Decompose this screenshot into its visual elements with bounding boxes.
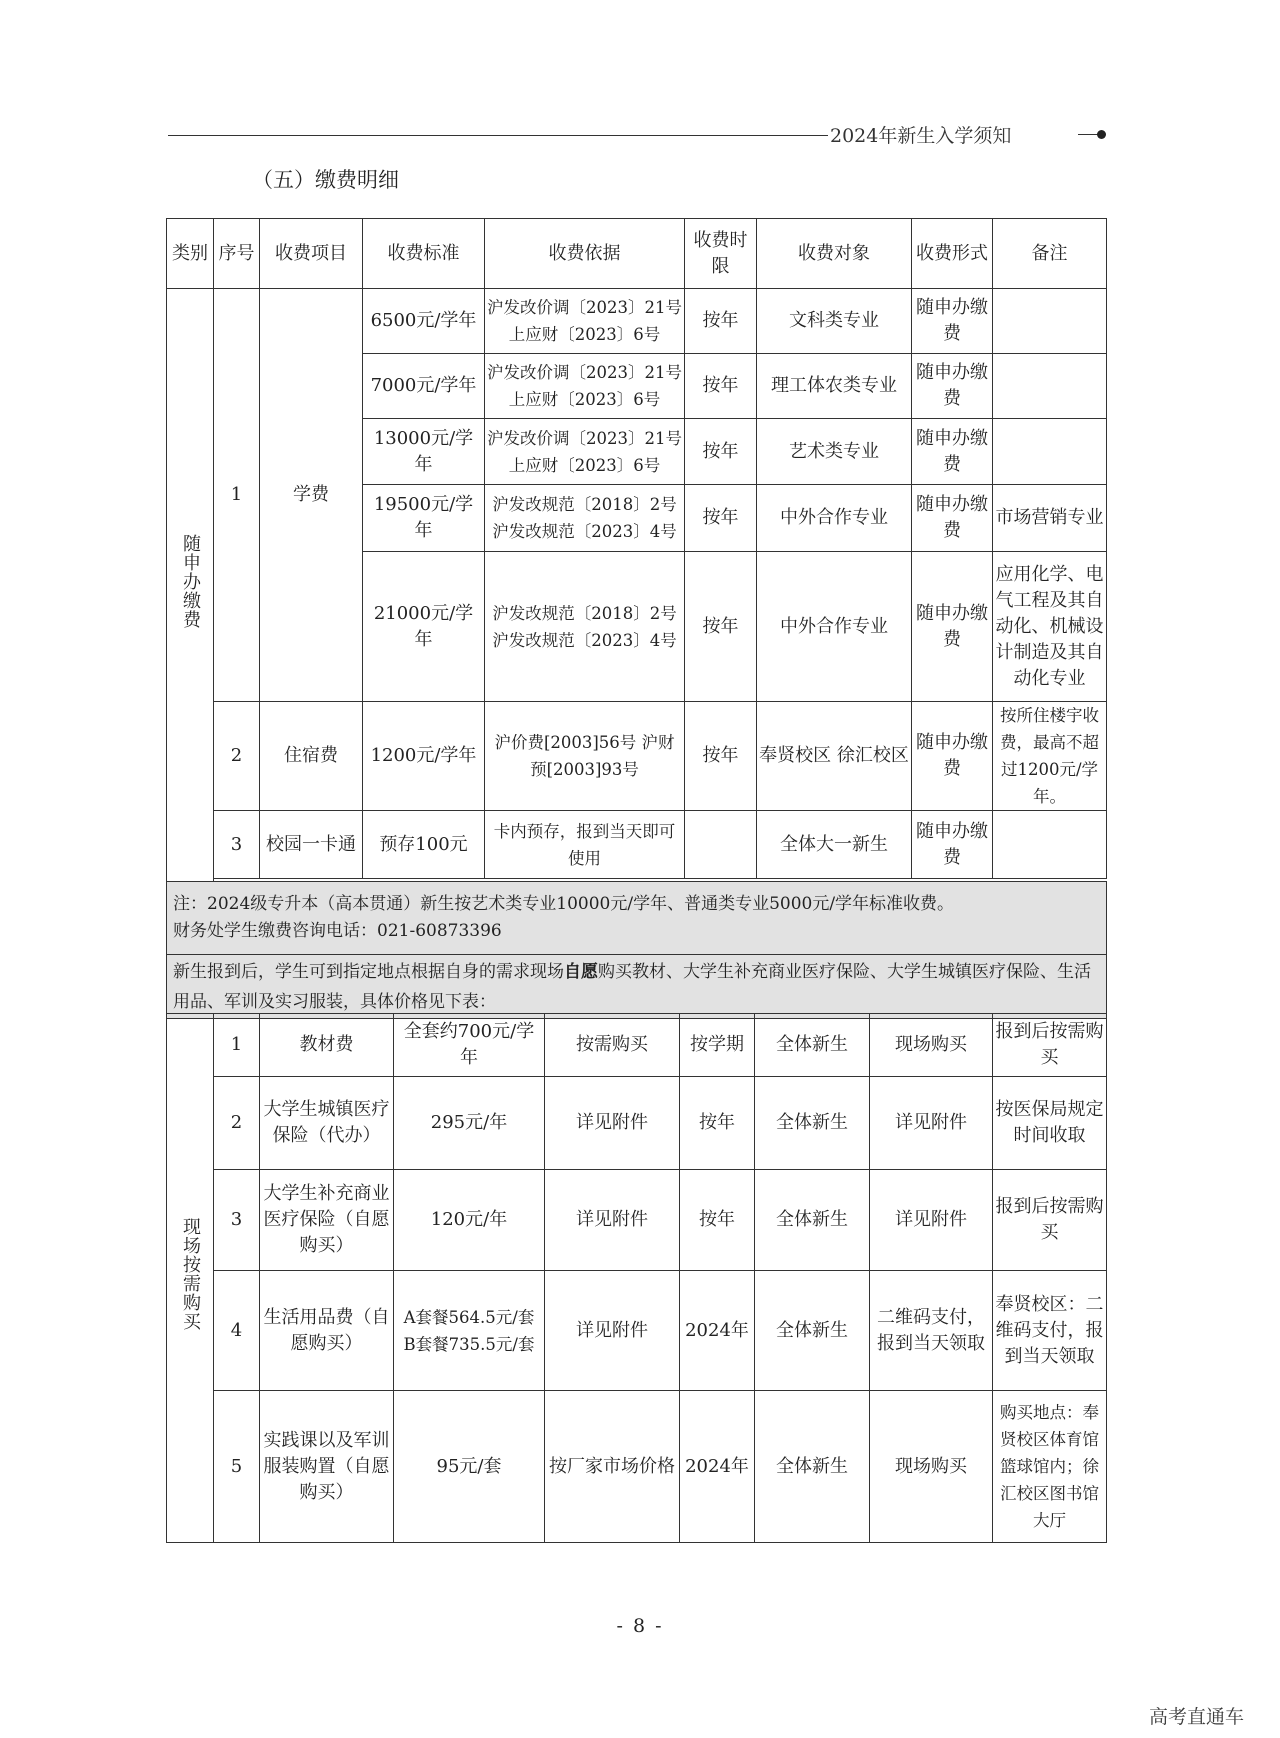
period-cell: 按学期	[680, 1014, 755, 1077]
item-cell: 生活用品费（自愿购买）	[260, 1271, 394, 1391]
seq-cell: 2	[214, 1077, 260, 1170]
standard-cell: 1200元/学年	[363, 702, 485, 811]
note-line-2: 财务处学生缴费咨询电话：021-60873396	[173, 921, 502, 941]
category-label: 随申办缴费	[180, 533, 201, 629]
seq-cell: 5	[214, 1391, 260, 1543]
period-cell	[685, 811, 757, 879]
form-cell: 随申办缴费	[912, 552, 993, 702]
notes-cell	[167, 882, 1107, 955]
col-remark: 备注	[993, 219, 1107, 289]
form-cell: 随申办缴费	[912, 702, 993, 811]
col-item: 收费项目	[260, 219, 363, 289]
item-cell: 教材费	[260, 1014, 394, 1077]
table-row	[167, 702, 1107, 811]
item-cell: 实践课以及军训服装购置（自愿购买）	[260, 1391, 394, 1543]
basis-cell: 沪发改价调〔2023〕21号 上应财〔2023〕6号	[485, 354, 685, 419]
target-cell: 全体新生	[755, 1271, 870, 1391]
page-number: - 8 -	[616, 1615, 664, 1637]
remark-cell: 按医保局规定时间收取	[993, 1077, 1107, 1170]
note-line-3-rest: 购买教材、大学生补充商业医疗保险、大学生城镇医疗保险、生活用品、军训及实习服装，具体价格见下表：	[173, 961, 1091, 1012]
section-title: （五）缴费明细	[252, 168, 399, 192]
standard-cell: 预存100元	[363, 811, 485, 879]
target-cell: 理工体农类专业	[757, 354, 912, 419]
table-header-row	[167, 219, 1107, 289]
table-row	[167, 1170, 1107, 1271]
watermark: 高考直通车	[1148, 1706, 1244, 1728]
seq-cell: 2	[214, 702, 260, 811]
basis-cell: 详见附件	[545, 1271, 680, 1391]
note-line-1: 注：2024级专升本（高本贯通）新生按艺术类专业10000元/学年、普通类专业5000元/学年标准收费。	[173, 894, 955, 914]
form-cell: 现场购买	[870, 1014, 993, 1077]
table-row	[167, 811, 1107, 879]
period-cell: 按年	[680, 1077, 755, 1170]
basis-cell: 沪发改规范〔2018〕2号 沪发改规范〔2023〕4号	[485, 552, 685, 702]
remark-cell	[993, 289, 1107, 354]
remark-cell: 市场营销专业	[993, 485, 1107, 552]
target-cell: 全体大一新生	[757, 811, 912, 879]
category-cell	[167, 289, 214, 882]
form-cell: 现场购买	[870, 1391, 993, 1543]
header-rule	[168, 135, 828, 136]
form-cell: 二维码支付，报到当天领取	[870, 1271, 993, 1391]
col-period: 收费时限	[685, 219, 757, 289]
period-cell: 2024年	[680, 1271, 755, 1391]
target-cell: 奉贤校区 徐汇校区	[757, 702, 912, 811]
col-basis: 收费依据	[485, 219, 685, 289]
remark-cell: 应用化学、电气工程及其自动化、机械设计制造及其自动化专业	[993, 552, 1107, 702]
table-row	[167, 1271, 1107, 1391]
item-cell: 学费	[260, 289, 363, 702]
remark-cell: 报到后按需购买	[993, 1014, 1107, 1077]
form-cell: 随申办缴费	[912, 354, 993, 419]
note-line-3-emphasis: 自愿	[564, 961, 598, 982]
standard-cell: 95元/套	[394, 1391, 545, 1543]
form-cell: 随申办缴费	[912, 419, 993, 485]
standard-cell	[394, 1271, 545, 1391]
target-cell: 艺术类专业	[757, 419, 912, 485]
category-cell	[167, 1014, 214, 1543]
note-row	[167, 882, 1107, 955]
basis-cell: 详见附件	[545, 1170, 680, 1271]
target-cell: 中外合作专业	[757, 485, 912, 552]
table-row	[167, 1077, 1107, 1170]
header-dot	[1097, 130, 1106, 139]
remark-cell: 报到后按需购买	[993, 1170, 1107, 1271]
seq-cell: 1	[214, 1014, 260, 1077]
basis-cell: 按需购买	[545, 1014, 680, 1077]
item-cell: 校园一卡通	[260, 811, 363, 879]
standard-cell: 7000元/学年	[363, 354, 485, 419]
notes-purchase-cell	[167, 955, 1107, 1019]
form-cell: 详见附件	[870, 1077, 993, 1170]
target-cell: 文科类专业	[757, 289, 912, 354]
basis-cell: 沪发改价调〔2023〕21号 上应财〔2023〕6号	[485, 289, 685, 354]
target-cell: 全体新生	[755, 1391, 870, 1543]
seq-cell: 4	[214, 1271, 260, 1391]
basis-cell: 详见附件	[545, 1077, 680, 1170]
table-row	[167, 289, 1107, 354]
seq-cell: 3	[214, 1170, 260, 1271]
purchase-table	[166, 1013, 1107, 1543]
basis-cell: 按厂家市场价格	[545, 1391, 680, 1543]
standard-cell: 13000元/学年	[363, 419, 485, 485]
standard-cell: 120元/年	[394, 1170, 545, 1271]
category-label: 现场按需购买	[180, 1217, 201, 1331]
standard-cell: 全套约700元/学年	[394, 1014, 545, 1077]
col-form: 收费形式	[912, 219, 993, 289]
period-cell: 按年	[685, 419, 757, 485]
table-row	[167, 1391, 1107, 1543]
form-cell: 随申办缴费	[912, 289, 993, 354]
target-cell: 中外合作专业	[757, 552, 912, 702]
remark-cell	[993, 419, 1107, 485]
header-title: 2024年新生入学须知	[830, 125, 1012, 147]
item-cell: 住宿费	[260, 702, 363, 811]
note-line-3: 新生报到后，学生可到指定地点根据自身的需求现场	[173, 961, 564, 982]
table-row	[167, 1014, 1107, 1077]
remark-cell	[993, 354, 1107, 419]
fee-table	[166, 218, 1107, 1019]
standard-cell: 295元/年	[394, 1077, 545, 1170]
form-cell: 随申办缴费	[912, 485, 993, 552]
seq-cell: 1	[214, 289, 260, 702]
period-cell: 按年	[685, 354, 757, 419]
period-cell: 按年	[685, 552, 757, 702]
seq-cell: 3	[214, 811, 260, 879]
form-cell: 随申办缴费	[912, 811, 993, 879]
target-cell: 全体新生	[755, 1170, 870, 1271]
basis-cell: 沪发改规范〔2018〕2号 沪发改规范〔2023〕4号	[485, 485, 685, 552]
remark-cell: 按所住楼宇收费，最高不超过1200元/学年。	[993, 702, 1107, 811]
col-seq: 序号	[214, 219, 260, 289]
period-cell: 按年	[685, 289, 757, 354]
note-row	[167, 955, 1107, 1019]
col-target: 收费对象	[757, 219, 912, 289]
form-cell: 详见附件	[870, 1170, 993, 1271]
package-a: A套餐564.5元/套	[403, 1307, 535, 1327]
target-cell: 全体新生	[755, 1077, 870, 1170]
col-category: 类别	[167, 219, 214, 289]
basis-cell: 卡内预存，报到当天即可使用	[485, 811, 685, 879]
item-cell: 大学生城镇医疗保险（代办）	[260, 1077, 394, 1170]
remark-cell	[993, 811, 1107, 879]
basis-cell: 沪发改价调〔2023〕21号 上应财〔2023〕6号	[485, 419, 685, 485]
period-cell: 按年	[685, 485, 757, 552]
period-cell: 2024年	[680, 1391, 755, 1543]
remark-cell: 奉贤校区：二维码支付，报到当天领取	[993, 1271, 1107, 1391]
item-cell: 大学生补充商业医疗保险（自愿购买）	[260, 1170, 394, 1271]
period-cell: 按年	[680, 1170, 755, 1271]
basis-cell: 沪价费[2003]56号 沪财预[2003]93号	[485, 702, 685, 811]
standard-cell: 6500元/学年	[363, 289, 485, 354]
remark-cell: 购买地点：奉贤校区体育馆篮球馆内；徐汇校区图书馆大厅	[993, 1391, 1107, 1543]
target-cell: 全体新生	[755, 1014, 870, 1077]
standard-cell: 21000元/学年	[363, 552, 485, 702]
standard-cell: 19500元/学年	[363, 485, 485, 552]
period-cell: 按年	[685, 702, 757, 811]
col-standard: 收费标准	[363, 219, 485, 289]
package-b: B套餐735.5元/套	[403, 1334, 535, 1354]
